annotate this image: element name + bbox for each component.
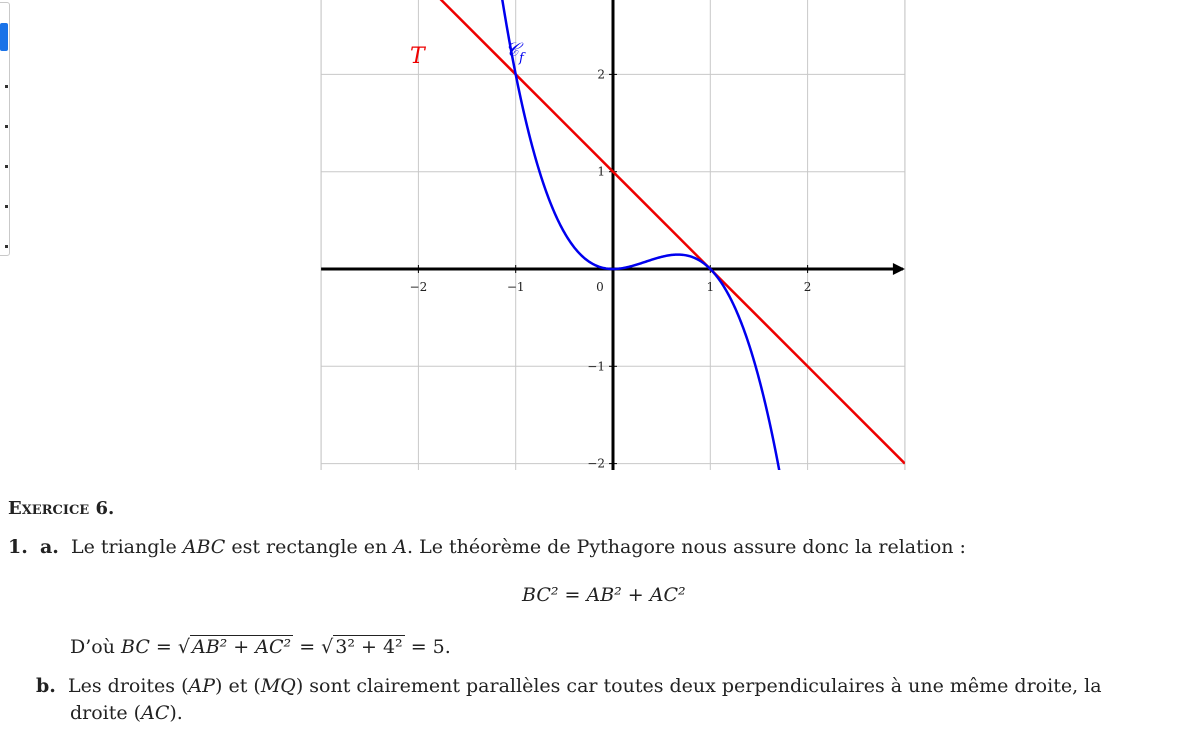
text: ). [169,702,183,724]
text: droite ( [70,702,142,724]
curve-label-sub: f [519,51,524,66]
math-var: A [393,536,407,558]
display-equation: BC² = AB² + AC² [522,584,686,606]
text: est rectangle en [225,536,394,558]
text: . Le théorème de Pythagore nous assure donc la relation : [407,536,966,558]
math-var: AP [188,675,216,697]
text: ) sont clairement parallèles car toutes deux perpendiculaires à une même droite, la [295,675,1102,697]
math-var: AC [141,702,170,724]
question-1b [36,675,1102,697]
y-tick-label: 2 [597,67,605,82]
x-tick-label: 0 [596,280,604,294]
question-1a [8,536,966,558]
text: = [293,636,322,658]
text: ) et ( [215,675,261,697]
y-tick-label: −2 [587,456,605,470]
curve-label: 𝒞 [505,39,519,61]
curve-cf [477,0,808,470]
x-axis-arrow [893,263,905,275]
text: = 5. [404,636,451,658]
x-tick-label: −2 [409,280,428,294]
text: D’où [70,636,121,658]
part-label-a: a. [39,536,59,558]
question-1b-cont [70,702,183,724]
text: Le triangle [70,536,183,558]
part-label-b: b. [36,675,56,697]
sqrt-radicand: 3² + 4² [335,636,403,658]
x-tick-label: 1 [706,280,715,294]
x-tick-label: 2 [803,280,812,294]
math-var: BC [121,636,150,658]
y-tick-label: 1 [597,164,605,179]
math-var: ABC [182,536,226,558]
sqrt-radicand: AB² + AC² [191,636,292,658]
x-tick-label: −1 [506,280,525,294]
text: Les droites ( [68,675,189,697]
conclusion-line: D’où BC = √ AB² + AC² = √ 3² + 4² = 5. [70,636,451,658]
y-tick-label: −1 [587,359,605,374]
question-number: 1. [8,536,28,558]
math-var: MQ [260,675,296,697]
text: = [149,636,178,658]
exercise-title: Exercice 6. [8,498,115,519]
tangent-label: T [410,44,425,69]
